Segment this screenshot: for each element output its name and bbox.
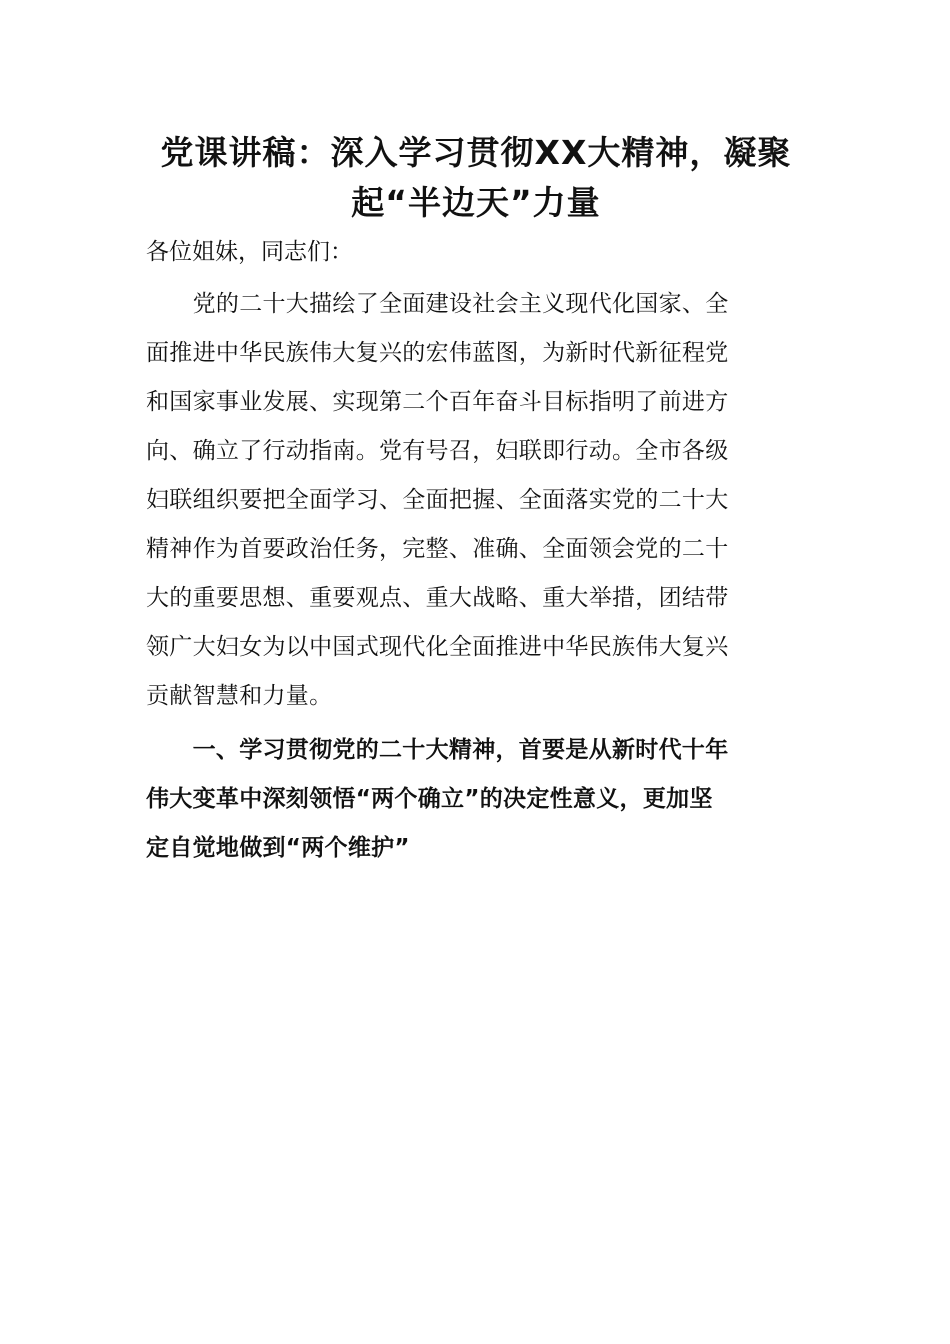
document-title [146,128,806,228]
paragraph-line: 大的重要思想、重要观点、重大战略、重大举措，团结带 [146,585,729,611]
paragraph-line: 面推进中华民族伟大复兴的宏伟蓝图，为新时代新征程党 [146,340,729,366]
title-line-1: 党课讲稿：深入学习贯彻XX大精神，凝聚 [160,133,792,172]
heading-line: 一、学习贯彻党的二十大精神，首要是从新时代十年 [146,737,729,763]
heading-line: 定自觉地做到“两个维护” [146,835,410,861]
heading-line: 伟大变革中深刻领悟“两个确立”的决定性意义，更加坚 [146,786,713,812]
paragraph-line: 和国家事业发展、实现第二个百年奋斗目标指明了前进方 [146,389,729,415]
intro-paragraph [146,280,806,721]
section-heading-1 [146,726,806,873]
paragraph-line: 贡献智慧和力量。 [146,683,333,709]
paragraph-line: 妇联组织要把全面学习、全面把握、全面落实党的二十大 [146,487,729,513]
paragraph-line: 向、确立了行动指南。党有号召，妇联即行动。全市各级 [146,438,729,464]
paragraph-line: 精神作为首要政治任务，完整、准确、全面领会党的二十 [146,536,729,562]
salutation: 各位姐妹，同志们： [146,239,353,265]
paragraph-line: 党的二十大描绘了全面建设社会主义现代化国家、全 [146,291,729,317]
paragraph-line: 领广大妇女为以中国式现代化全面推进中华民族伟大复兴 [146,634,729,660]
title-line-2: 起“半边天”力量 [351,183,601,222]
